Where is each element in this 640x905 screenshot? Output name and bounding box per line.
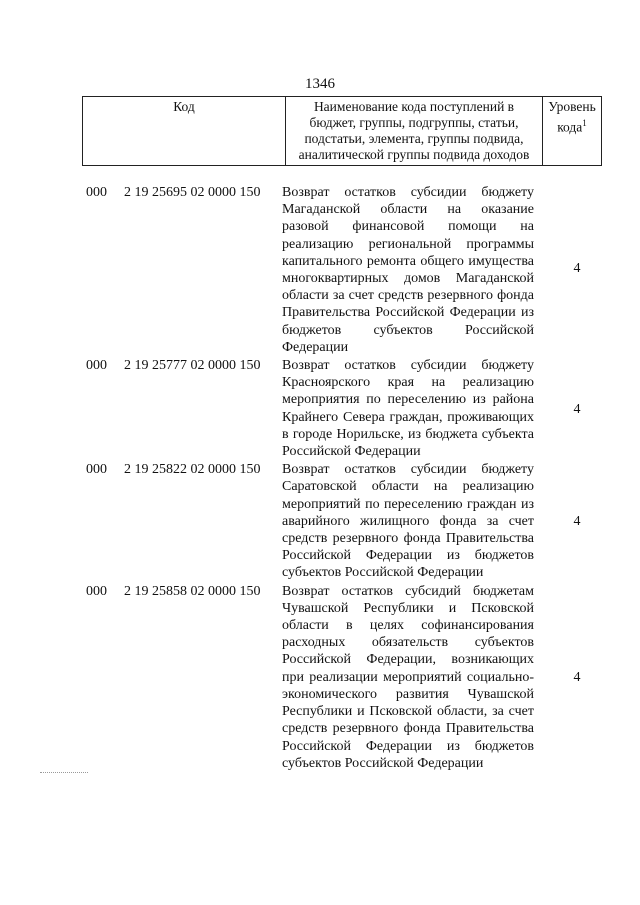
page-number: 1346 bbox=[305, 76, 335, 92]
admin-code: 000 bbox=[86, 185, 107, 200]
header-name bbox=[286, 97, 543, 166]
header-code bbox=[83, 97, 286, 166]
admin-code: 000 bbox=[86, 462, 107, 478]
row-level: 4 bbox=[573, 514, 581, 530]
scan-mark bbox=[40, 772, 88, 774]
row-level: 4 bbox=[573, 402, 581, 418]
row-level: 4 bbox=[573, 669, 581, 685]
header-level-label: Уровень кода bbox=[548, 99, 596, 135]
income-code: 2 19 25777 02 0000 150 bbox=[124, 358, 261, 374]
header-level-footnote: 1 bbox=[582, 118, 587, 128]
header-code-label: Код bbox=[173, 99, 195, 114]
table-row bbox=[86, 184, 606, 356]
row-name: Возврат остатков субсидии бюджету Красноярского края на реализацию мероприятия по переселению из района Крайнего Севера граждан, проживающих в городе Норильске, из бюджета субъекта Российской Федерации bbox=[282, 358, 534, 460]
header-level bbox=[543, 97, 602, 166]
admin-code: 000 bbox=[86, 583, 107, 599]
income-code: 2 19 25858 02 0000 150 bbox=[124, 583, 261, 599]
table-header bbox=[82, 96, 602, 166]
income-code: 2 19 25822 02 0000 150 bbox=[124, 462, 261, 478]
admin-code: 000 bbox=[86, 358, 107, 374]
row-name: Возврат остатков субсидии бюджету Саратовской области на реализацию мероприятий по переселению граждан из аварийного жилищного фонда за счет средств резервного фонда Правительства Российской Федерации из бюджетов субъектов Российской Федерации bbox=[282, 462, 534, 581]
row-level: 4 bbox=[573, 261, 581, 276]
header-name-label: Наименование кода поступлений в бюджет, группы, подгруппы, статьи, подстатьи, элемента, группы подвида, аналитической группы подвида доходов bbox=[298, 99, 530, 162]
row-code bbox=[86, 583, 282, 772]
table-row bbox=[86, 357, 606, 460]
row-code bbox=[86, 461, 282, 581]
row-code bbox=[86, 357, 282, 460]
row-name: Возврат остатков субсидий бюджетам Чувашской Республики и Псковской области в целях софинансирования расходных обязательств субъектов Российской Федерации, возникающих при реализации мероприятий социально-экономического развития Чувашской Республики и Псковской области, за счет средств резервного фонда Правительства Российской Федерации из бюджетов субъектов Российской Федерации bbox=[282, 583, 534, 771]
income-code: 2 19 25695 02 0000 150 bbox=[124, 185, 261, 200]
table-row bbox=[86, 583, 606, 772]
row-code bbox=[86, 184, 282, 356]
table-body bbox=[86, 184, 606, 772]
table-row bbox=[86, 461, 606, 581]
row-name: Возврат остатков субсидии бюджету Магаданской области на оказание разовой финансовой помощи на реализацию региональной программы капитального ремонта общего имущества многоквартирных домов Магаданской области за счет средств резервного фонда Правительства Российской Федерации из бюджетов субъектов Российской Федерации bbox=[282, 185, 534, 355]
